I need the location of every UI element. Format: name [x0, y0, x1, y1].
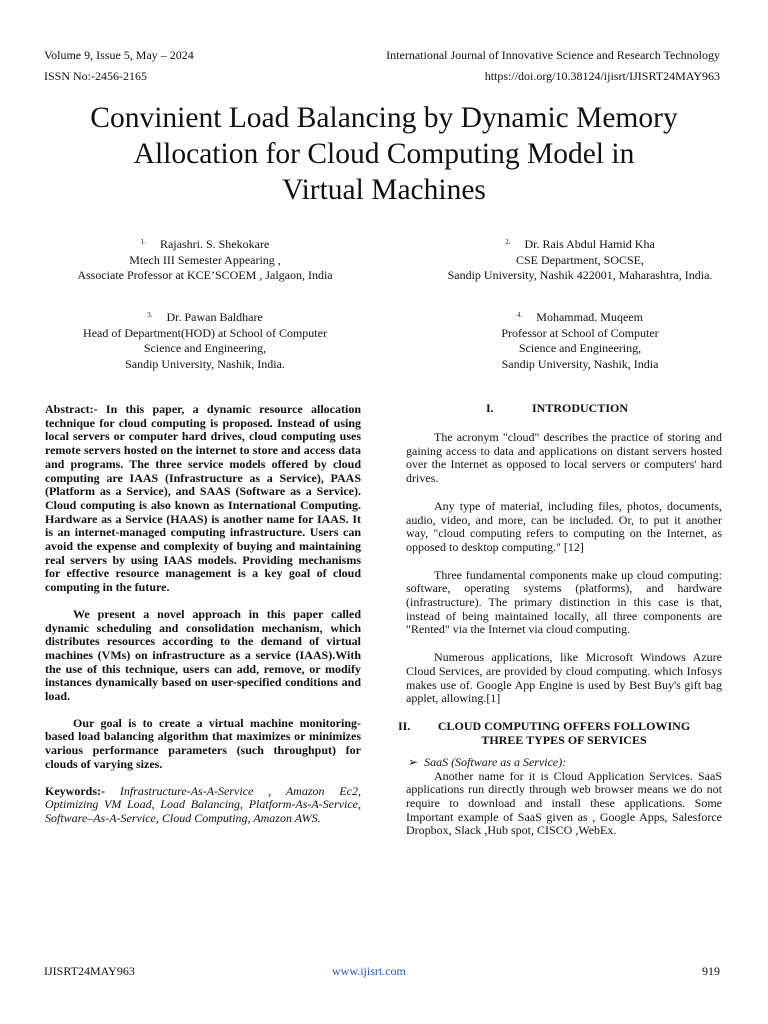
- volume-info: Volume 9, Issue 5, May – 2024: [44, 48, 194, 62]
- abstract: Abstract:- In this paper, a dynamic resource allocation technique for cloud computing is proposed. Instead of using local servers or computer hard drives, cloud computing uses remote servers hosted on the internet to store and access data and programs. The three service models offered by cloud computing are IAAS (Infrastructure as a Service), PAAS (Platform as a Service), and SAAS (Software as a Service). Cloud computing is also known as International Computing. Hardware as a Service (HAAS) is another name for IAAS. It is an internet-managed computing infrastructure. Users can avoid the expense and complexity of buying and maintaining real servers by using IAAS models. Providing mechanisms for effective resource management is a key goal of cloud computing in the future.: [45, 402, 361, 595]
- author-1: [60, 237, 350, 284]
- paper-title: [40, 100, 728, 208]
- section-2-title-line-1: CLOUD COMPUTING OFFERS FOLLOWING: [437, 718, 691, 733]
- saas-paragraph: Another name for it is Cloud Application Services. SaaS applications run directly through web browser means we do not require to download and install these applications. Some Important example of SaaS given as , Google Apps, Salesforce Dropbox, Slack ,Hub spot, CISCO ,WebEx.: [406, 768, 722, 838]
- author-4-line2: Professor at School of Computer: [501, 325, 659, 340]
- author-3-line4: Sandip University, Nashik, India.: [125, 356, 285, 371]
- journal-name: International Journal of Innovative Science and Research Technology: [386, 48, 720, 62]
- author-3-name: Dr. Pawan Baldhare: [166, 310, 263, 324]
- intro-paragraph-3: Three fundamental components make up cloud computing: software, operating systems (platforms), and hardware (infrastructure). The primary distinction in this case is that, instead of being maintained locally, all three components are "Rented" via the Internet via cloud computing.: [406, 567, 722, 637]
- author-4-number: 4.: [517, 311, 523, 319]
- abstract-paragraph-3: Our goal is to create a virtual machine monitoring-based load balancing algorithm that maximizes or minimizes various performance parameters (such throughput) for clouds of varying sizes.: [45, 715, 361, 771]
- left-column: [45, 403, 361, 826]
- intro-paragraph-2: Any type of material, including files, photos, documents, audio, video, and more, can be included. Or, to put it another way, "cloud computing refers to computing on the Internet, as opposed to desktop computing." [12]: [406, 498, 722, 554]
- issn: ISSN No:-2456-2165: [44, 69, 148, 83]
- author-1-line3: Associate Professor at KCE’SCOEM , Jalgaon, India: [77, 268, 333, 282]
- keywords: [45, 785, 361, 826]
- author-3-line3: Science and Engineering,: [143, 341, 267, 355]
- section-1-heading: [406, 401, 722, 415]
- abstract-paragraph-2: We present a novel approach in this paper called dynamic scheduling and consolidation mechanism, which distributes resources according to the demand of virtual machines (VMs) on infrastructure as a service (IAAS).With the use of this technique, users can add, remove, or modify instances dynamically based on user-specified conditions and load.: [45, 606, 361, 704]
- author-4-name: Mohammad. Muqeem: [536, 310, 643, 324]
- title-line-1: Convinient Load Balancing by Dynamic Memory: [90, 102, 678, 134]
- intro-paragraph-1: The acronym "cloud" describes the practice of storing and gaining access to data and applications on distant servers hosted over the Internet as opposed to local servers or computers' hard drives.: [406, 430, 722, 486]
- author-1-name: Rajashri. S. Shekokare: [159, 237, 270, 251]
- author-4-line4: Sandip University, Nashik, India: [501, 356, 659, 371]
- author-3-line2: Head of Department(HOD) at School of Computer: [83, 325, 327, 340]
- saas-bullet: [408, 756, 722, 770]
- author-2: [420, 237, 740, 284]
- author-2-number: 2.: [505, 238, 511, 246]
- doi-link[interactable]: https://doi.org/10.38124/ijisrt/IJISRT24MAY963: [484, 69, 720, 83]
- arrow-bullet-icon: ➢: [408, 754, 419, 769]
- author-3-number: 3.: [147, 311, 153, 319]
- page-number: 919: [702, 964, 720, 978]
- section-1-title: INTRODUCTION: [531, 401, 628, 415]
- intro-paragraph-4: Numerous applications, like Microsoft Windows Azure Cloud Services, are provided by cloud computing. which Infosys makes use of. Google App Engine is used by Best Buy's gift bag applet, allowing.[1]: [406, 650, 722, 706]
- author-1-number: 1.: [140, 238, 146, 246]
- footer-website-link[interactable]: www.ijisrt.com: [332, 964, 406, 978]
- right-column: [398, 401, 722, 838]
- section-2-number: II.: [398, 718, 411, 733]
- title-line-3: Virtual Machines: [282, 174, 486, 206]
- author-4-line3: Science and Engineering,: [518, 341, 642, 355]
- section-2-title-line-2: THREE TYPES OF SERVICES: [481, 732, 647, 747]
- author-2-line2: CSE Department, SOCSE,: [516, 252, 644, 267]
- author-3: [60, 310, 350, 372]
- author-2-name: Dr. Rais Abdul Hamid Kha: [524, 237, 655, 251]
- keywords-text: Infrastructure-As-A-Service , Amazon Ec2, Optimizing VM Load, Load Balancing, Platform-As-A-Service, Software–As-A-Service, Cloud Computing, Amazon AWS.: [45, 783, 361, 825]
- footer-paper-id: IJISRT24MAY963: [44, 964, 135, 978]
- keywords-label: Keywords:-: [45, 783, 105, 798]
- section-1-number: I.: [486, 401, 494, 415]
- author-2-line3: Sandip University, Nashik 422001, Maharashtra, India.: [447, 268, 713, 282]
- section-2-heading: [398, 719, 730, 747]
- title-line-2: Allocation for Cloud Computing Model in: [133, 138, 635, 170]
- saas-bullet-text: SaaS (Software as a Service):: [424, 754, 567, 769]
- author-4: [420, 310, 740, 372]
- author-1-line2: Mtech III Semester Appearing ,: [129, 252, 281, 267]
